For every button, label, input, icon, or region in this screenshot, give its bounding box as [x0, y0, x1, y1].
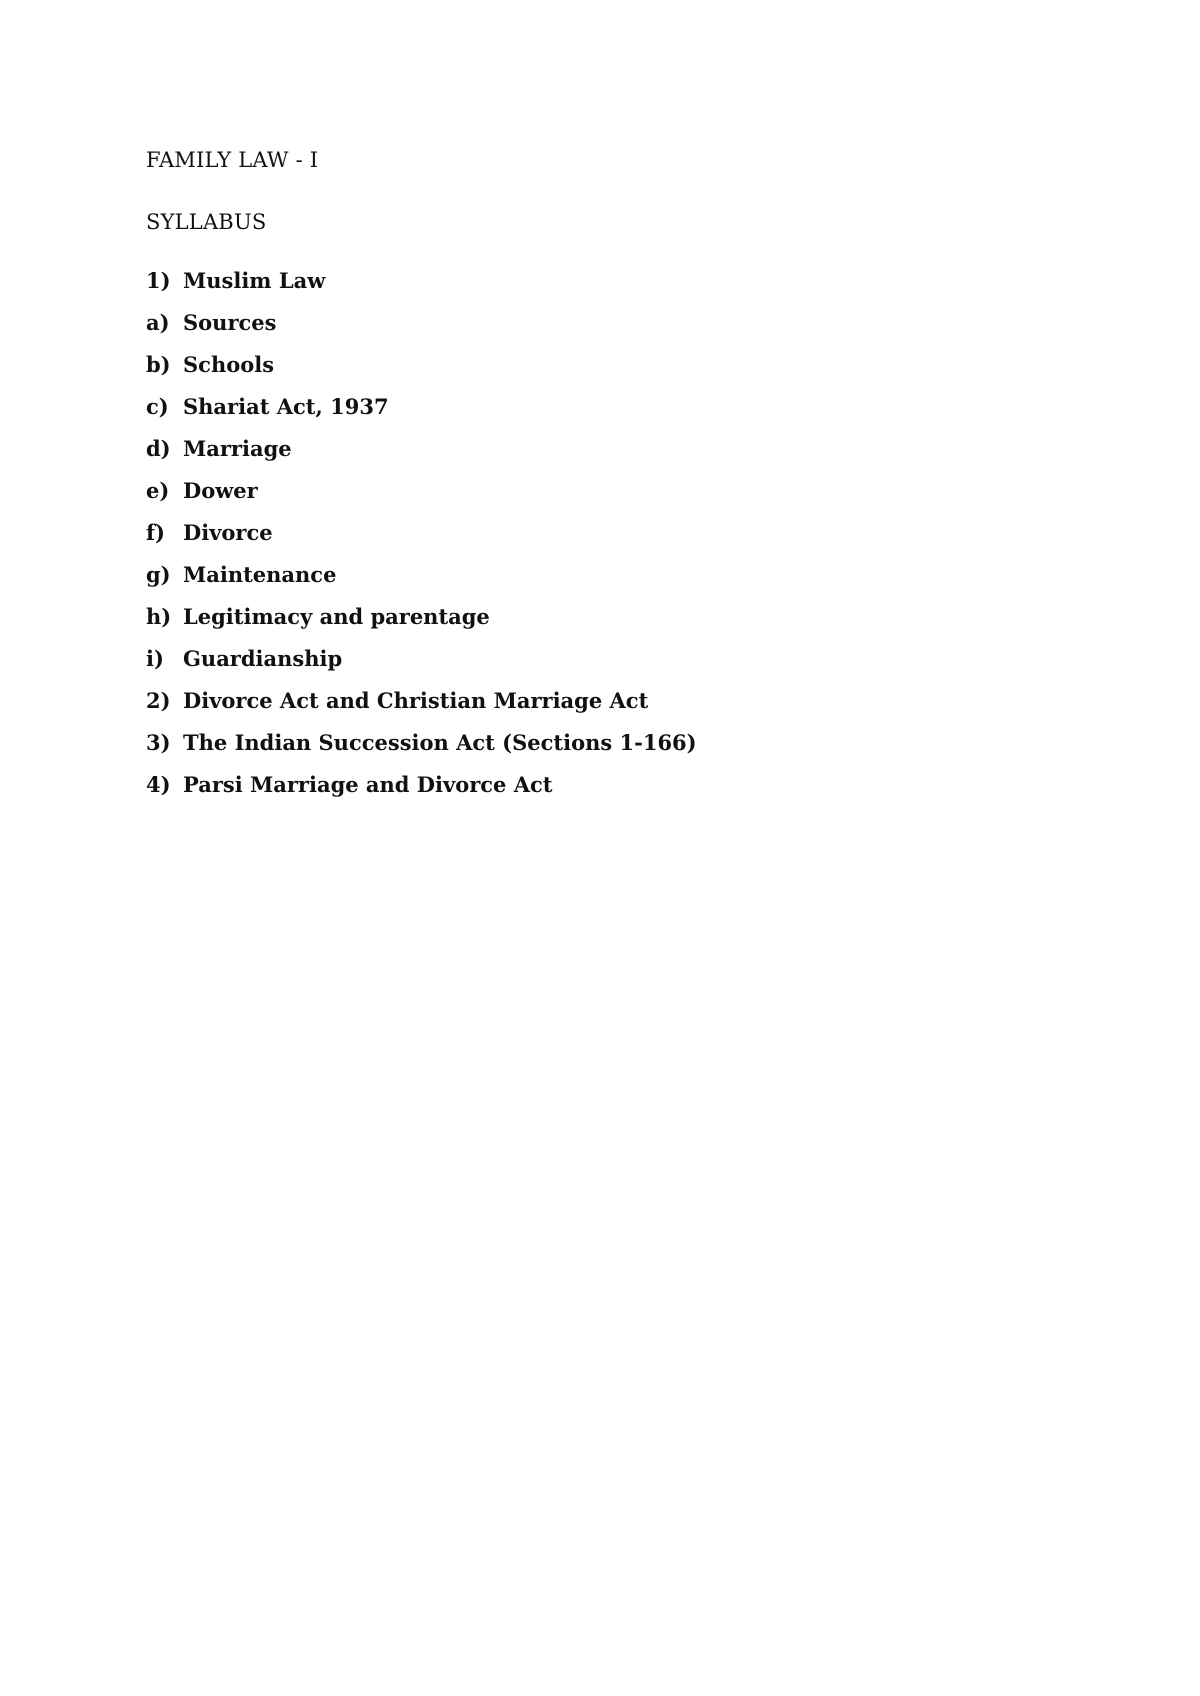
list-item-text: Dower	[183, 478, 258, 503]
list-item	[146, 645, 1086, 687]
list-item-marker: b)	[146, 352, 171, 377]
list-item	[146, 393, 1086, 435]
list-item	[146, 351, 1086, 393]
list-item	[146, 477, 1086, 519]
list-item-marker: a)	[146, 310, 170, 335]
list-item-text: Schools	[183, 352, 275, 377]
list-item-text: Shariat Act, 1937	[183, 394, 389, 419]
list-item	[146, 729, 1086, 771]
list-item-marker: g)	[146, 562, 171, 587]
list-item	[146, 561, 1086, 603]
section-heading: SYLLABUS	[146, 210, 267, 234]
list-item-text: Sources	[183, 310, 277, 335]
list-item-text: Legitimacy and parentage	[183, 604, 490, 629]
list-item-text: Maintenance	[183, 562, 337, 587]
list-item-marker: 3)	[146, 730, 171, 755]
list-item-marker: h)	[146, 604, 172, 629]
list-item-text: Parsi Marriage and Divorce Act	[183, 772, 553, 797]
list-item	[146, 771, 1086, 813]
list-item-text: Marriage	[183, 436, 292, 461]
list-item	[146, 309, 1086, 351]
document-title: FAMILY LAW - I	[146, 148, 319, 172]
list-item-marker: f)	[146, 520, 165, 545]
list-item-text: Divorce	[183, 520, 273, 545]
list-item-text: Muslim Law	[183, 268, 326, 293]
list-item-marker: 4)	[146, 772, 171, 797]
list-item	[146, 267, 1086, 309]
list-item-text: Divorce Act and Christian Marriage Act	[183, 688, 649, 713]
list-item	[146, 435, 1086, 477]
list-item	[146, 519, 1086, 561]
list-item-marker: 2)	[146, 688, 171, 713]
list-item	[146, 687, 1086, 729]
syllabus-list	[146, 267, 1086, 813]
list-item	[146, 603, 1086, 645]
list-item-text: The Indian Succession Act (Sections 1-166)	[183, 730, 697, 755]
list-item-marker: i)	[146, 646, 164, 671]
list-item-marker: d)	[146, 436, 171, 461]
list-item-marker: 1)	[146, 268, 171, 293]
list-item-text: Guardianship	[183, 646, 343, 671]
list-item-marker: e)	[146, 478, 170, 503]
list-item-marker: c)	[146, 394, 169, 419]
document-page	[146, 146, 1086, 813]
